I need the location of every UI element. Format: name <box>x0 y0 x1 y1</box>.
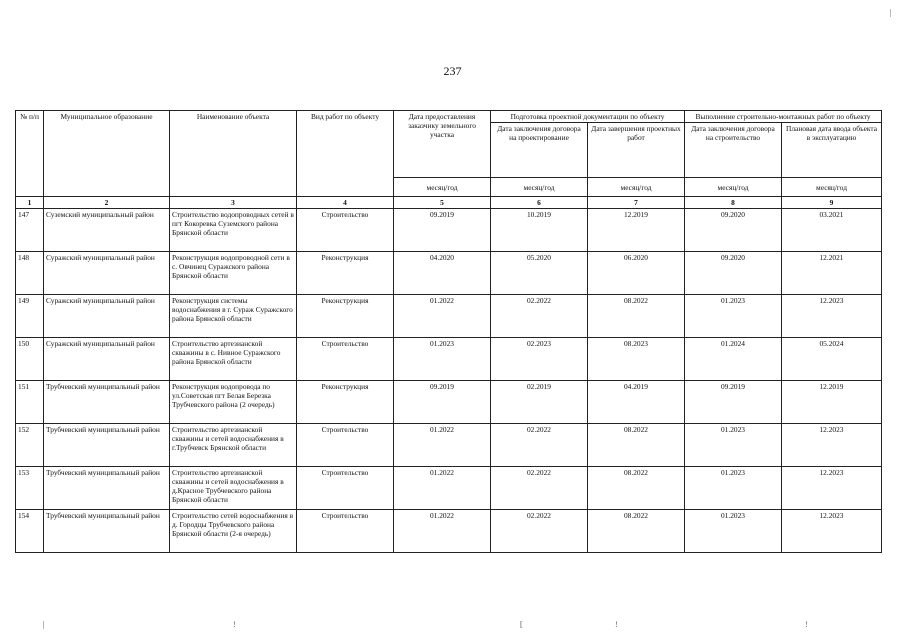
land-date-cell: 01.2022 <box>394 424 491 467</box>
municipality-cell: Трубчевский муниципальный район <box>44 510 170 553</box>
construction-contract-date-cell: 09.2019 <box>685 381 782 424</box>
table-row <box>16 424 882 467</box>
design-contract-date-cell: 02.2022 <box>491 295 588 338</box>
land-date-cell: 09.2019 <box>394 381 491 424</box>
object-name-cell: Строительство сетей водоснабжения в д. Городцы Трубчевского района Брянской области (2-я очередь) <box>170 510 297 553</box>
scan-mark: ! <box>805 620 808 629</box>
row-number: 154 <box>16 510 44 553</box>
column-number: 1 <box>16 197 44 209</box>
scan-mark: ! <box>233 620 236 629</box>
design-contract-date-cell: 02.2019 <box>491 381 588 424</box>
table-row <box>16 209 882 252</box>
construction-contract-date-cell: 09.2020 <box>685 252 782 295</box>
scan-mark: [ <box>520 620 523 629</box>
page-number: 237 <box>443 64 462 78</box>
unit-cell: месяц/год <box>782 178 882 197</box>
construction-contract-date-cell: 01.2024 <box>685 338 782 381</box>
scan-mark: ! <box>615 620 618 629</box>
land-date-cell: 01.2022 <box>394 295 491 338</box>
object-name-cell: Реконструкция водопровода по ул.Советская пгт Белая Березка Трубчевского района (2 очередь) <box>170 381 297 424</box>
municipality-cell: Суражский муниципальный район <box>44 295 170 338</box>
work-type-cell: Строительство <box>297 467 394 510</box>
design-finish-date-cell: 08.2022 <box>588 424 685 467</box>
object-name-cell: Строительство артезианской скважины в с. Нивное Суражского района Брянской области <box>170 338 297 381</box>
work-type-cell: Реконструкция <box>297 295 394 338</box>
header-design-finish: Дата завершения проектных работ <box>588 123 685 178</box>
work-type-cell: Строительство <box>297 424 394 467</box>
work-type-cell: Строительство <box>297 209 394 252</box>
column-numbers-row <box>16 197 882 209</box>
header-construction-contract: Дата заключения договора на строительство <box>685 123 782 178</box>
header-construction-group: Выполнение строительно-монтажных работ по объекту <box>685 111 882 123</box>
commissioning-date-cell: 12.2023 <box>782 467 882 510</box>
land-date-cell: 04.2020 <box>394 252 491 295</box>
object-name-cell: Строительство артезианской скважины и сетей водоснабжения в г.Трубчевск Брянской области <box>170 424 297 467</box>
design-finish-date-cell: 06.2020 <box>588 252 685 295</box>
municipality-cell: Суземский муниципальный район <box>44 209 170 252</box>
column-number: 4 <box>297 197 394 209</box>
row-number: 149 <box>16 295 44 338</box>
table-row <box>16 510 882 553</box>
investment-program-table <box>15 110 882 553</box>
construction-contract-date-cell: 01.2023 <box>685 510 782 553</box>
design-contract-date-cell: 10.2019 <box>491 209 588 252</box>
work-type-cell: Реконструкция <box>297 252 394 295</box>
column-number: 9 <box>782 197 882 209</box>
column-number: 3 <box>170 197 297 209</box>
header-num: № п/п <box>16 111 44 197</box>
construction-contract-date-cell: 01.2023 <box>685 424 782 467</box>
commissioning-date-cell: 12.2023 <box>782 424 882 467</box>
header-municipality: Муниципальное образование <box>44 111 170 197</box>
construction-contract-date-cell: 01.2023 <box>685 467 782 510</box>
unit-cell: месяц/год <box>394 178 491 197</box>
design-finish-date-cell: 08.2023 <box>588 338 685 381</box>
header-commissioning: Плановая дата ввода объекта в эксплуатацию <box>782 123 882 178</box>
header-land-date: Дата предоставления заказчику земельного участка <box>394 111 491 178</box>
column-number: 7 <box>588 197 685 209</box>
header-design-contract: Дата заключения договора на проектирование <box>491 123 588 178</box>
column-number: 6 <box>491 197 588 209</box>
unit-cell: месяц/год <box>685 178 782 197</box>
object-name-cell: Строительство водопроводных сетей в пгт Кокоревка Суземского района Брянской области <box>170 209 297 252</box>
design-contract-date-cell: 02.2022 <box>491 424 588 467</box>
table-row <box>16 338 882 381</box>
commissioning-date-cell: 12.2023 <box>782 510 882 553</box>
table-row <box>16 467 882 510</box>
municipality-cell: Суражский муниципальный район <box>44 338 170 381</box>
object-name-cell: Реконструкция системы водоснабжения в г. Сураж Суражского района Брянской области <box>170 295 297 338</box>
row-number: 148 <box>16 252 44 295</box>
row-number: 150 <box>16 338 44 381</box>
commissioning-date-cell: 05.2024 <box>782 338 882 381</box>
design-finish-date-cell: 04.2019 <box>588 381 685 424</box>
design-contract-date-cell: 02.2022 <box>491 510 588 553</box>
unit-cell: месяц/год <box>491 178 588 197</box>
design-finish-date-cell: 08.2022 <box>588 510 685 553</box>
land-date-cell: 01.2023 <box>394 338 491 381</box>
design-finish-date-cell: 12.2019 <box>588 209 685 252</box>
design-contract-date-cell: 02.2022 <box>491 467 588 510</box>
column-number: 8 <box>685 197 782 209</box>
header-object-name: Наименование объекта <box>170 111 297 197</box>
work-type-cell: Строительство <box>297 510 394 553</box>
construction-contract-date-cell: 01.2023 <box>685 295 782 338</box>
municipality-cell: Трубчевский муниципальный район <box>44 424 170 467</box>
column-number: 5 <box>394 197 491 209</box>
municipality-cell: Суражский муниципальный район <box>44 252 170 295</box>
design-finish-date-cell: 08.2022 <box>588 467 685 510</box>
construction-contract-date-cell: 09.2020 <box>685 209 782 252</box>
land-date-cell: 01.2022 <box>394 467 491 510</box>
column-number: 2 <box>44 197 170 209</box>
object-name-cell: Строительство артезианской скважины и сетей водоснабжения в д.Красное Трубчевского района Брянской области <box>170 467 297 510</box>
table-row <box>16 295 882 338</box>
row-number: 151 <box>16 381 44 424</box>
header-work-type: Вид работ по объекту <box>297 111 394 197</box>
scan-mark: | <box>890 8 892 17</box>
commissioning-date-cell: 12.2019 <box>782 381 882 424</box>
commissioning-date-cell: 12.2021 <box>782 252 882 295</box>
row-number: 147 <box>16 209 44 252</box>
scan-mark: | <box>43 620 45 629</box>
unit-cell: месяц/год <box>588 178 685 197</box>
municipality-cell: Трубчевский муниципальный район <box>44 467 170 510</box>
design-contract-date-cell: 05.2020 <box>491 252 588 295</box>
row-number: 153 <box>16 467 44 510</box>
design-finish-date-cell: 08.2022 <box>588 295 685 338</box>
municipality-cell: Трубчевский муниципальный район <box>44 381 170 424</box>
commissioning-date-cell: 03.2021 <box>782 209 882 252</box>
design-contract-date-cell: 02.2023 <box>491 338 588 381</box>
land-date-cell: 01.2022 <box>394 510 491 553</box>
row-number: 152 <box>16 424 44 467</box>
table-row <box>16 381 882 424</box>
header-design-group: Подготовка проектной документации по объекту <box>491 111 685 123</box>
table-row <box>16 252 882 295</box>
land-date-cell: 09.2019 <box>394 209 491 252</box>
object-name-cell: Реконструкция водопроводной сети в с. Овчинец Суражского района Брянской области <box>170 252 297 295</box>
commissioning-date-cell: 12.2023 <box>782 295 882 338</box>
work-type-cell: Реконструкция <box>297 381 394 424</box>
work-type-cell: Строительство <box>297 338 394 381</box>
